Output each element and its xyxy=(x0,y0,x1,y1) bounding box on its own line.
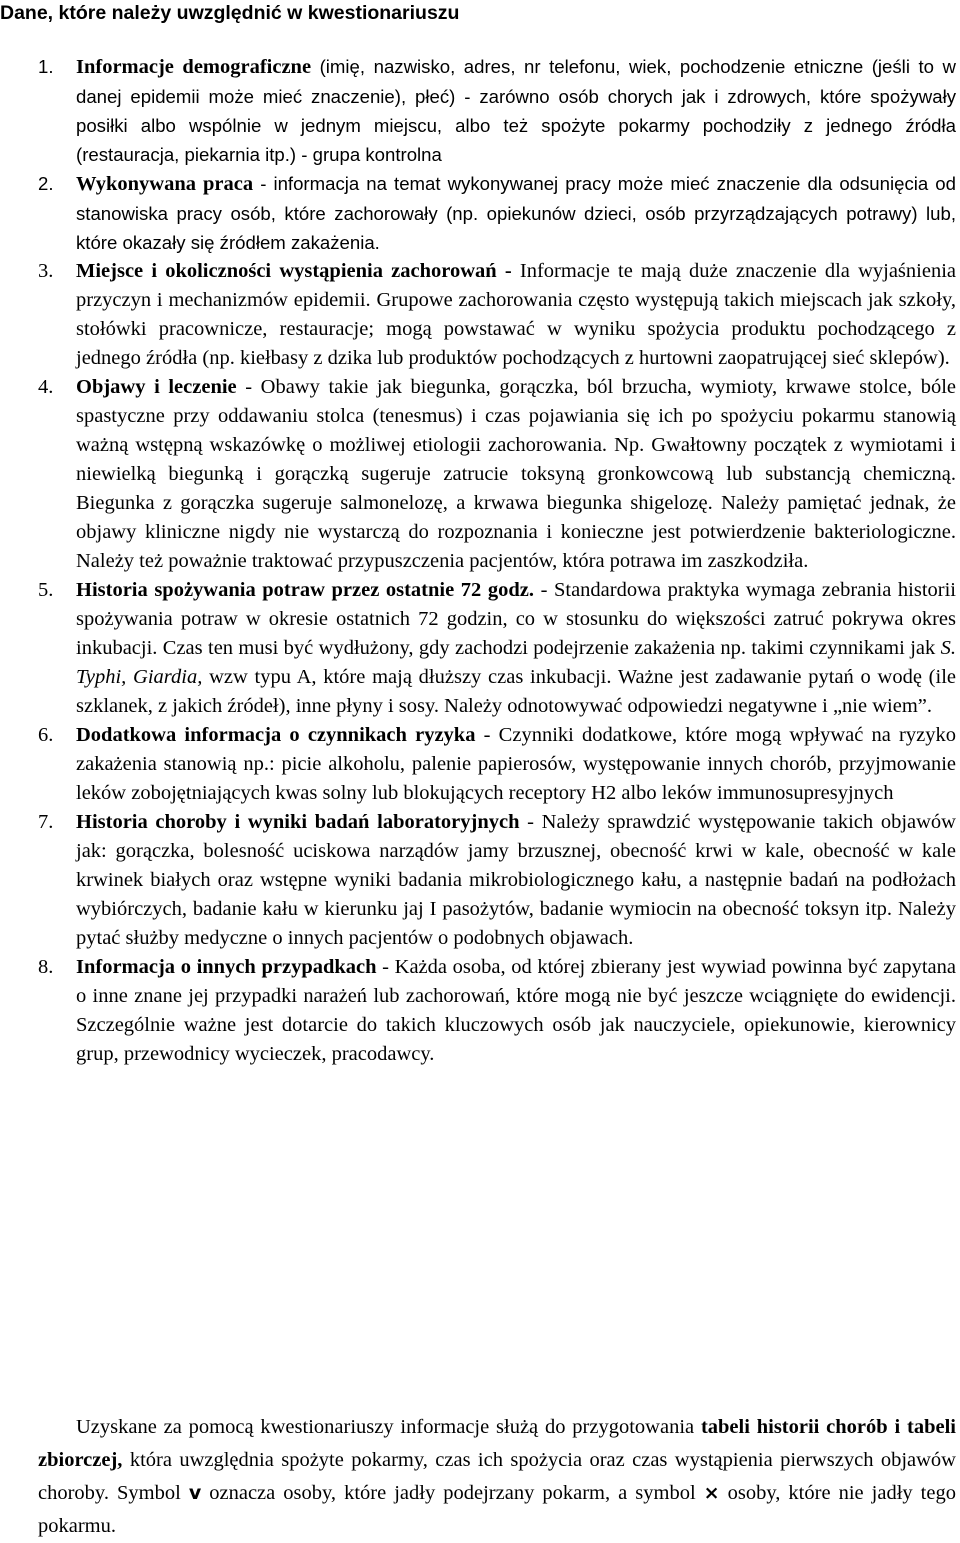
item-number: 3. xyxy=(38,260,54,282)
item-number: 4. xyxy=(38,376,54,398)
questionnaire-items-list xyxy=(0,52,956,1069)
item-title: Objawy i leczenie xyxy=(76,376,237,398)
item-text: (imię, nazwisko, adres, nr telefonu, wiek, pochodzenie etniczne (jeśli to w danej epidemii może mieć znaczenie), płeć) - zarówno osób chorych jak i zdrowych, które spożywały posiłki albo wspólnie w jednym miejscu, albo też spożyte pokarmy pochodziły z jednego źródła (restauracja, piekarnia itp.) - grupa kontrolna xyxy=(76,56,956,165)
document-heading: Dane, które należy uwzględnić w kwestionariuszu xyxy=(0,2,460,24)
item-title: Informacje demograficzne xyxy=(76,56,312,78)
list-item-occupation xyxy=(0,169,956,257)
summary-text: Uzyskane za pomocą kwestionariuszy informacje służą do przygotowania xyxy=(76,1415,701,1438)
list-item-symptoms-treatment xyxy=(0,373,956,576)
check-v-icon: v xyxy=(188,1481,202,1504)
item-number: 2. xyxy=(38,173,54,194)
item-number: 8. xyxy=(38,956,54,978)
item-text: - Każda osoba, od której zbierany jest wywiad powinna być zapytana o inne znane jej przypadki narażeń lub zachorowań, które mogą nie być jeszcze wciągnięte do ewidencji. Szczególnie ważne jest dotarcie do takich kluczowych osób jak nauczyciele, opiekunowie, kierownicy grup, przewodnicy wycieczek, pracodawcy. xyxy=(76,956,956,1065)
item-title: Dodatkowa informacja o czynnikach ryzyka xyxy=(76,724,476,746)
list-item-place-circumstances xyxy=(0,257,956,373)
item-text: Informacje te mają duże znaczenie dla wyjaśnienia przyczyn i mechanizmów epidemii. Grupowe zachorowania często występują takich miejscach jak szkoły, stołówki pracownicze, restauracje; mogą powstawać w wyniku spożycia produktu pochodzącego z jednego źródła (np. kiełbasy z dzika lub produktów pochodzących z hurtowni zaopatrującej sieć sklepów). xyxy=(76,260,957,369)
item-number: 1. xyxy=(38,56,54,77)
list-item-demographics xyxy=(0,52,956,169)
item-number: 6. xyxy=(38,724,54,746)
item-title: Miejsce i okoliczności wystąpienia zachorowań - xyxy=(76,260,512,282)
item-text: - informacja na temat wykonywanej pracy może mieć znaczenie dla odsunięcia od stanowiska pracy osób, które zachorowały (np. opiekunów dzieci, osób przyrządzających potrawy) lub, które okazały się źródłem zakażenia. xyxy=(76,173,956,253)
item-text-continued: wzw typu A, które mają dłuższy czas inkubacji. Ważne jest zadawanie pytań o wodę (ile szklanek, z jakich źródeł), inne płyny i sosy. Należy odnotowywać odpowiedzi negatywne i „nie wiem”. xyxy=(76,666,956,717)
item-number: 5. xyxy=(38,579,54,601)
item-number: 7. xyxy=(38,811,54,833)
cross-x-icon: × xyxy=(703,1481,720,1504)
summary-text: osoby, które nie jadły tego pokarmu. xyxy=(38,1481,956,1537)
summary-paragraph xyxy=(38,1411,956,1543)
list-item-risk-factors xyxy=(0,721,956,808)
item-text: - Należy sprawdzić występowanie takich objawów jak: gorączka, bolesność uciskowa narządów jamy brzusznej, obecność krwi w kale, obecność w kale krwinek białych oraz wstępne wyniki badania mikrobiologicznego kału, a następnie badań na podłożach wybiórczych, badanie kału w kierunku jaj I pasożytów, badanie wymiocin na obecność toksyn itp. Należy pytać służby medyczne o innych pacjentów o podobnych objawach. xyxy=(76,811,956,949)
summary-text: która uwzględnia spożyte pokarmy, czas ich spożycia oraz czas wystąpienia pierwszych objawów choroby. Symbol xyxy=(38,1448,956,1504)
list-item-food-history xyxy=(0,576,956,721)
item-text: - Standardowa praktyka wymaga zebrania historii spożywania potraw w okresie ostatnich 72 godzin, co w stosunku do większości zatruć pokrywa okres inkubacji. Czas ten musi być wydłużony, gdy zachodzi podejrzenie zakażenia np. takimi czynnikami jak xyxy=(76,579,956,659)
item-text: - Czynniki dodatkowe, które mogą wpływać na ryzyko zakażenia stanowią np.: picie alkoholu, palenie papierosów, występowanie innych chorób, przyjmowanie leków zobojętniających kwas solny lub blokujących receptory H2 albo leków immunosupresyjnych xyxy=(76,724,956,804)
item-title: Historia spożywania potraw przez ostatnie 72 godz. xyxy=(76,579,534,601)
item-italic-organisms: S. Typhi, Giardia, xyxy=(76,637,956,688)
list-item-medical-history-lab xyxy=(0,808,956,953)
summary-bold-text: tabeli historii chorób i tabeli zbiorczej, xyxy=(38,1415,956,1471)
summary-text: oznacza osoby, które jadły podejrzany pokarm, a symbol xyxy=(201,1481,704,1504)
item-title: Historia choroby i wyniki badań laboratoryjnych xyxy=(76,811,520,833)
list-item-other-cases xyxy=(0,953,956,1069)
item-title: Wykonywana praca xyxy=(76,173,254,195)
item-title: Informacja o innych przypadkach xyxy=(76,956,377,978)
item-text: - Obawy takie jak biegunka, gorączka, ból brzucha, wymioty, krwawe stolce, bóle spastyczne przy oddawaniu stolca (tenesmus) i czas pojawiania się ich po spożyciu pokarmu stanowią ważną wstępną wskazówkę o możliwej etiologii zachorowania. Np. Gwałtowny początek z wymiotami i niewielką biegunką i gorączką sugeruje zatrucie toksyną gronkowcową lub substancją chemiczną. Biegunka z gorączka sugeruje salmonelozę, a krwawa biegunka shigelozę. Należy pamiętać jednak, że objawy kliniczne nigdy nie wystarczą do rozpoznania i konieczne jest potwierdzenie bakteriologiczne. Należy też poważnie traktować przypuszczenia pacjentów, która potrawa im zaszkodziła. xyxy=(76,376,956,572)
